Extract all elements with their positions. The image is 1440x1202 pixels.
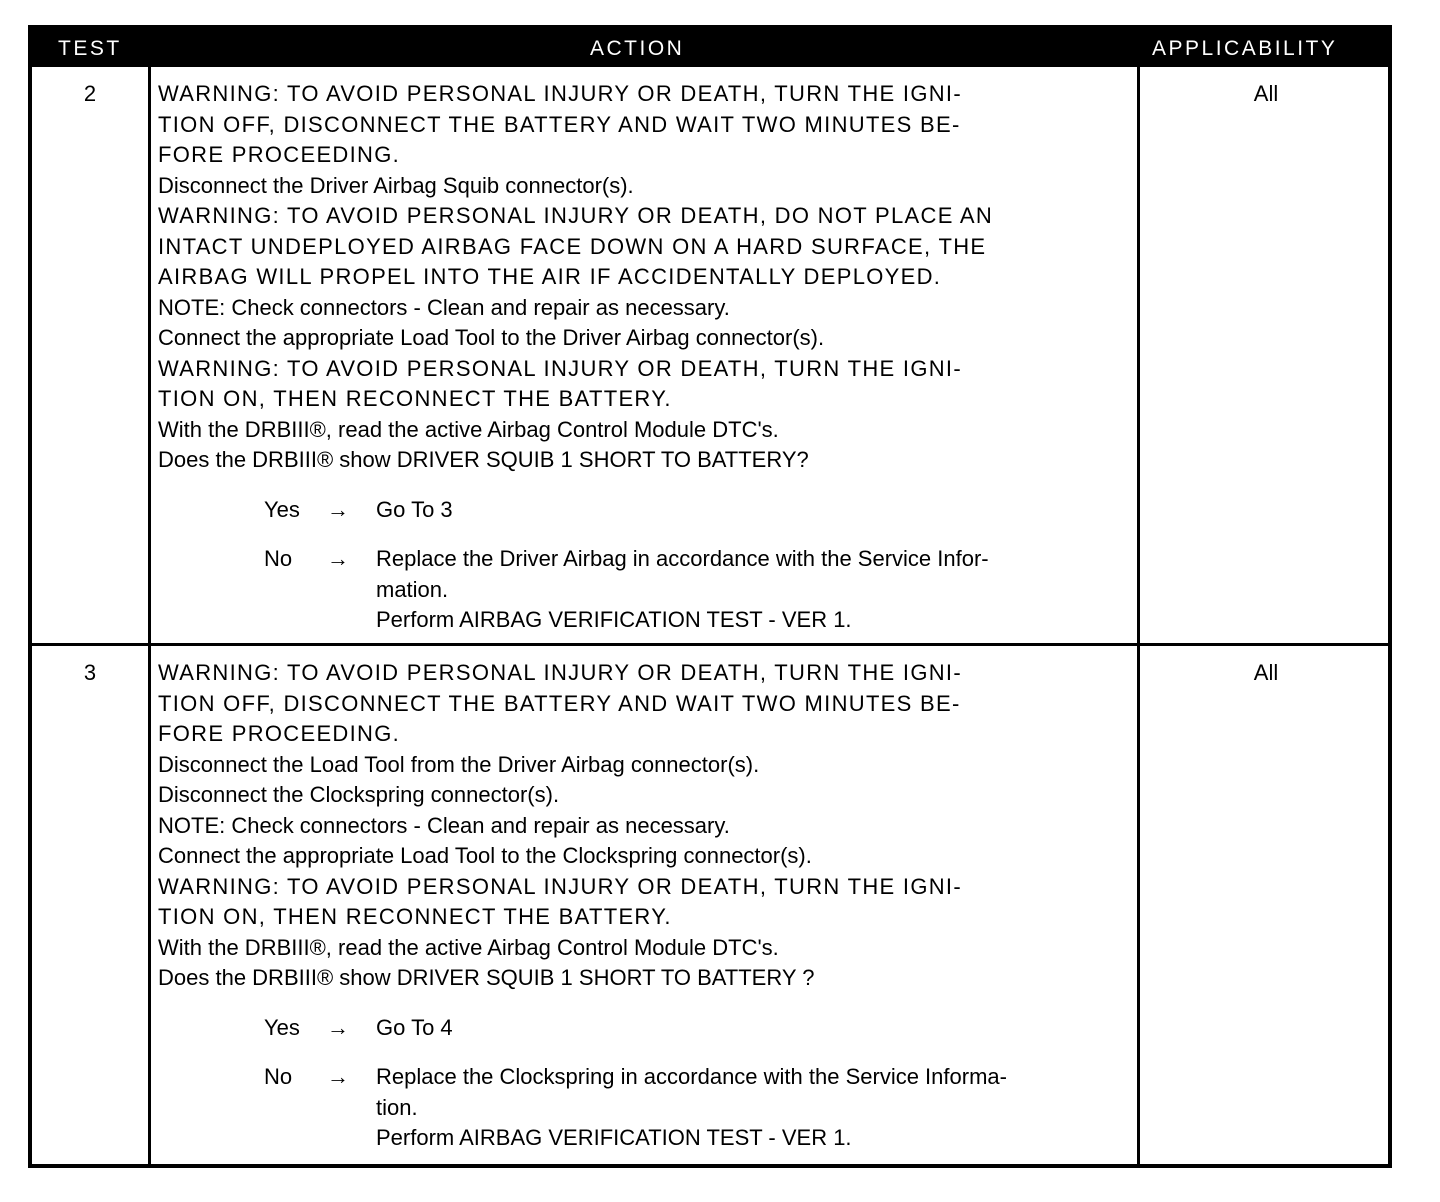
yes-answer bbox=[264, 495, 1132, 526]
note-line: NOTE: Check connectors - Clean and repair as necessary. bbox=[158, 812, 730, 838]
action-line: Disconnect the Load Tool from the Driver Airbag connector(s). bbox=[158, 751, 760, 777]
no-answer bbox=[264, 1062, 1132, 1154]
question-line: Does the DRBIII® show DRIVER SQUIB 1 SHORT TO BATTERY ? bbox=[158, 965, 815, 990]
question-line: Does the DRBIII® show DRIVER SQUIB 1 SHORT TO BATTERY? bbox=[158, 447, 809, 472]
applicability-value: All bbox=[1253, 660, 1279, 685]
action-cell bbox=[158, 79, 1132, 636]
action-line: With the DRBIII®, read the active Airbag Control Module DTC's. bbox=[158, 934, 779, 960]
yes-text: Go To 3 bbox=[376, 496, 453, 522]
action-line: With the DRBIII®, read the active Airbag Control Module DTC's. bbox=[158, 416, 779, 442]
header-action: ACTION bbox=[590, 37, 685, 60]
arrow-right-icon: → bbox=[327, 1014, 349, 1040]
no-text-line: mation. bbox=[376, 576, 449, 602]
yes-answer bbox=[264, 1013, 1132, 1044]
header-applicability: APPLICABILITY bbox=[1152, 37, 1338, 60]
test-number: 3 bbox=[83, 660, 97, 685]
no-text-line: Perform AIRBAG VERIFICATION TEST - VER 1. bbox=[376, 1125, 852, 1150]
action-line: TION OFF, DISCONNECT THE BATTERY AND WAIT TWO MINUTES BE- bbox=[158, 690, 961, 716]
action-line: Connect the appropriate Load Tool to the Clockspring connector(s). bbox=[158, 843, 812, 868]
row-divider bbox=[32, 643, 1388, 646]
note-line: NOTE: Check connectors - Clean and repair as necessary. bbox=[158, 294, 730, 320]
action-line: AIRBAG WILL PROPEL INTO THE AIR IF ACCIDENTALLY DEPLOYED. bbox=[158, 264, 942, 289]
arrow-right-icon: → bbox=[327, 546, 349, 571]
no-answer bbox=[264, 544, 1132, 636]
diagnostic-test-table bbox=[28, 25, 1392, 1168]
column-divider-test bbox=[148, 67, 151, 1164]
action-line: Disconnect the Driver Airbag Squib connector(s). bbox=[158, 172, 634, 198]
column-divider-applicability bbox=[1137, 67, 1140, 1164]
action-line: TION ON, THEN RECONNECT THE BATTERY. bbox=[158, 386, 672, 411]
no-text-line: Replace the Clockspring in accordance with the Service Informa- bbox=[376, 1064, 1007, 1089]
action-line: WARNING: TO AVOID PERSONAL INJURY OR DEATH, TURN THE IGNI- bbox=[158, 81, 962, 106]
test-number: 2 bbox=[83, 81, 97, 106]
yes-label: Yes bbox=[264, 1014, 300, 1040]
yes-label: Yes bbox=[264, 496, 300, 522]
action-line: FORE PROCEEDING. bbox=[158, 142, 401, 167]
no-text-line: Perform AIRBAG VERIFICATION TEST - VER 1. bbox=[376, 607, 852, 632]
yes-text: Go To 4 bbox=[376, 1014, 453, 1040]
action-line: FORE PROCEEDING. bbox=[158, 721, 401, 746]
applicability-value: All bbox=[1253, 81, 1279, 106]
table-header bbox=[32, 29, 1388, 67]
action-line: TION OFF, DISCONNECT THE BATTERY AND WAIT TWO MINUTES BE- bbox=[158, 111, 961, 137]
no-text-line: tion. bbox=[376, 1094, 418, 1120]
header-test: TEST bbox=[58, 37, 122, 60]
action-line: WARNING: TO AVOID PERSONAL INJURY OR DEATH, DO NOT PLACE AN bbox=[158, 203, 994, 228]
action-line: Disconnect the Clockspring connector(s). bbox=[158, 782, 560, 807]
action-line: TION ON, THEN RECONNECT THE BATTERY. bbox=[158, 904, 672, 929]
action-cell bbox=[158, 658, 1132, 1154]
action-line: WARNING: TO AVOID PERSONAL INJURY OR DEATH, TURN THE IGNI- bbox=[158, 660, 962, 685]
action-line: WARNING: TO AVOID PERSONAL INJURY OR DEATH, TURN THE IGNI- bbox=[158, 355, 962, 381]
action-line: WARNING: TO AVOID PERSONAL INJURY OR DEATH, TURN THE IGNI- bbox=[158, 873, 962, 899]
no-label: No bbox=[264, 546, 293, 571]
action-line: INTACT UNDEPLOYED AIRBAG FACE DOWN ON A HARD SURFACE, THE bbox=[158, 233, 987, 259]
arrow-right-icon: → bbox=[327, 496, 349, 522]
no-text-line: Replace the Driver Airbag in accordance with the Service Infor- bbox=[376, 546, 989, 571]
no-label: No bbox=[264, 1064, 293, 1089]
action-line: Connect the appropriate Load Tool to the Driver Airbag connector(s). bbox=[158, 325, 825, 350]
arrow-right-icon: → bbox=[327, 1064, 349, 1089]
